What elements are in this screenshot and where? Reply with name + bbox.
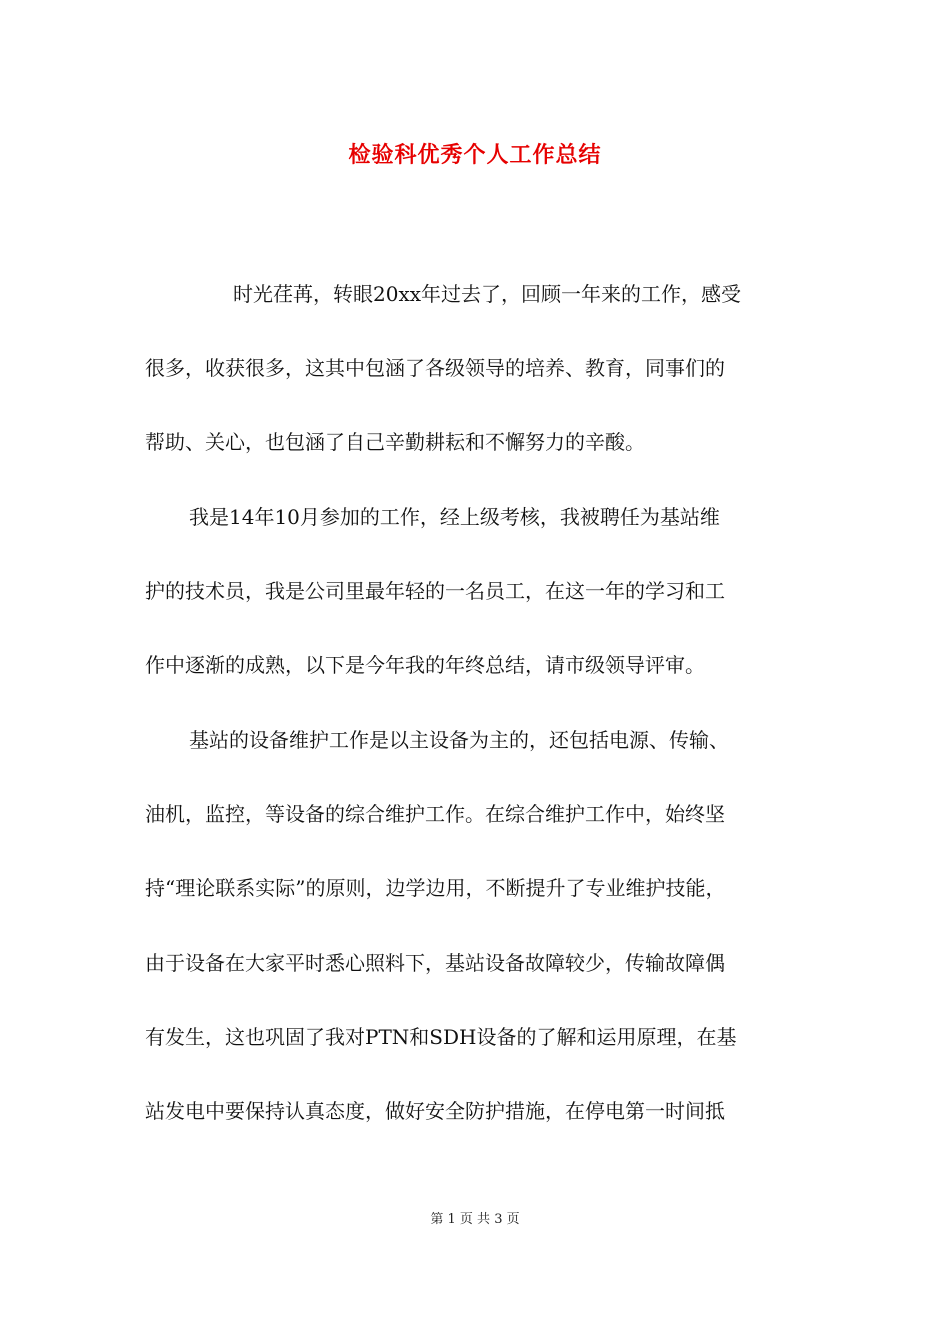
- page-number-text: 第 1 页 共 3 页: [430, 1212, 520, 1227]
- paragraph-2-line-2: 护的技术员，我是公司里最年轻的一名员工，在这一年的学习和工: [145, 579, 725, 603]
- paragraph-1-line-1: 时光荏苒，转眼20xx年过去了，回顾一年来的工作，感受: [233, 282, 742, 306]
- paragraph-2-line-3: 作中逐渐的成熟，以下是今年我的年终总结，请市级领导评审。: [145, 653, 705, 677]
- paragraph-3-line-4: 由于设备在大家平时悉心照料下，基站设备故障较少，传输故障偶: [145, 951, 725, 975]
- page-number-footer: [0, 1208, 950, 1227]
- paragraph-3-line-2: 油机，监控，等设备的综合维护工作。在综合维护工作中，始终坚: [145, 802, 725, 826]
- paragraph-1-line-2: 很多，收获很多，这其中包涵了各级领导的培养、教育，同事们的: [145, 356, 725, 380]
- paragraph-1-line-3: 帮助、关心，也包涵了自己辛勤耕耘和不懈努力的辛酸。: [145, 430, 645, 454]
- paragraph-3-line-6: 站发电中要保持认真态度，做好安全防护措施，在停电第一时间抵: [145, 1099, 725, 1123]
- document-title: 检验科优秀个人工作总结: [348, 142, 602, 168]
- paragraph-3-line-3: 持“理论联系实际”的原则，边学边用，不断提升了专业维护技能，: [145, 876, 726, 900]
- paragraph-3-line-5: 有发生，这也巩固了我对PTN和SDH设备的了解和运用原理，在基: [145, 1025, 737, 1049]
- paragraph-3-line-1: 基站的设备维护工作是以主设备为主的，还包括电源、传输、: [189, 728, 729, 752]
- paragraph-2-line-1: 我是14年10月参加的工作，经上级考核，我被聘任为基站维: [189, 505, 720, 529]
